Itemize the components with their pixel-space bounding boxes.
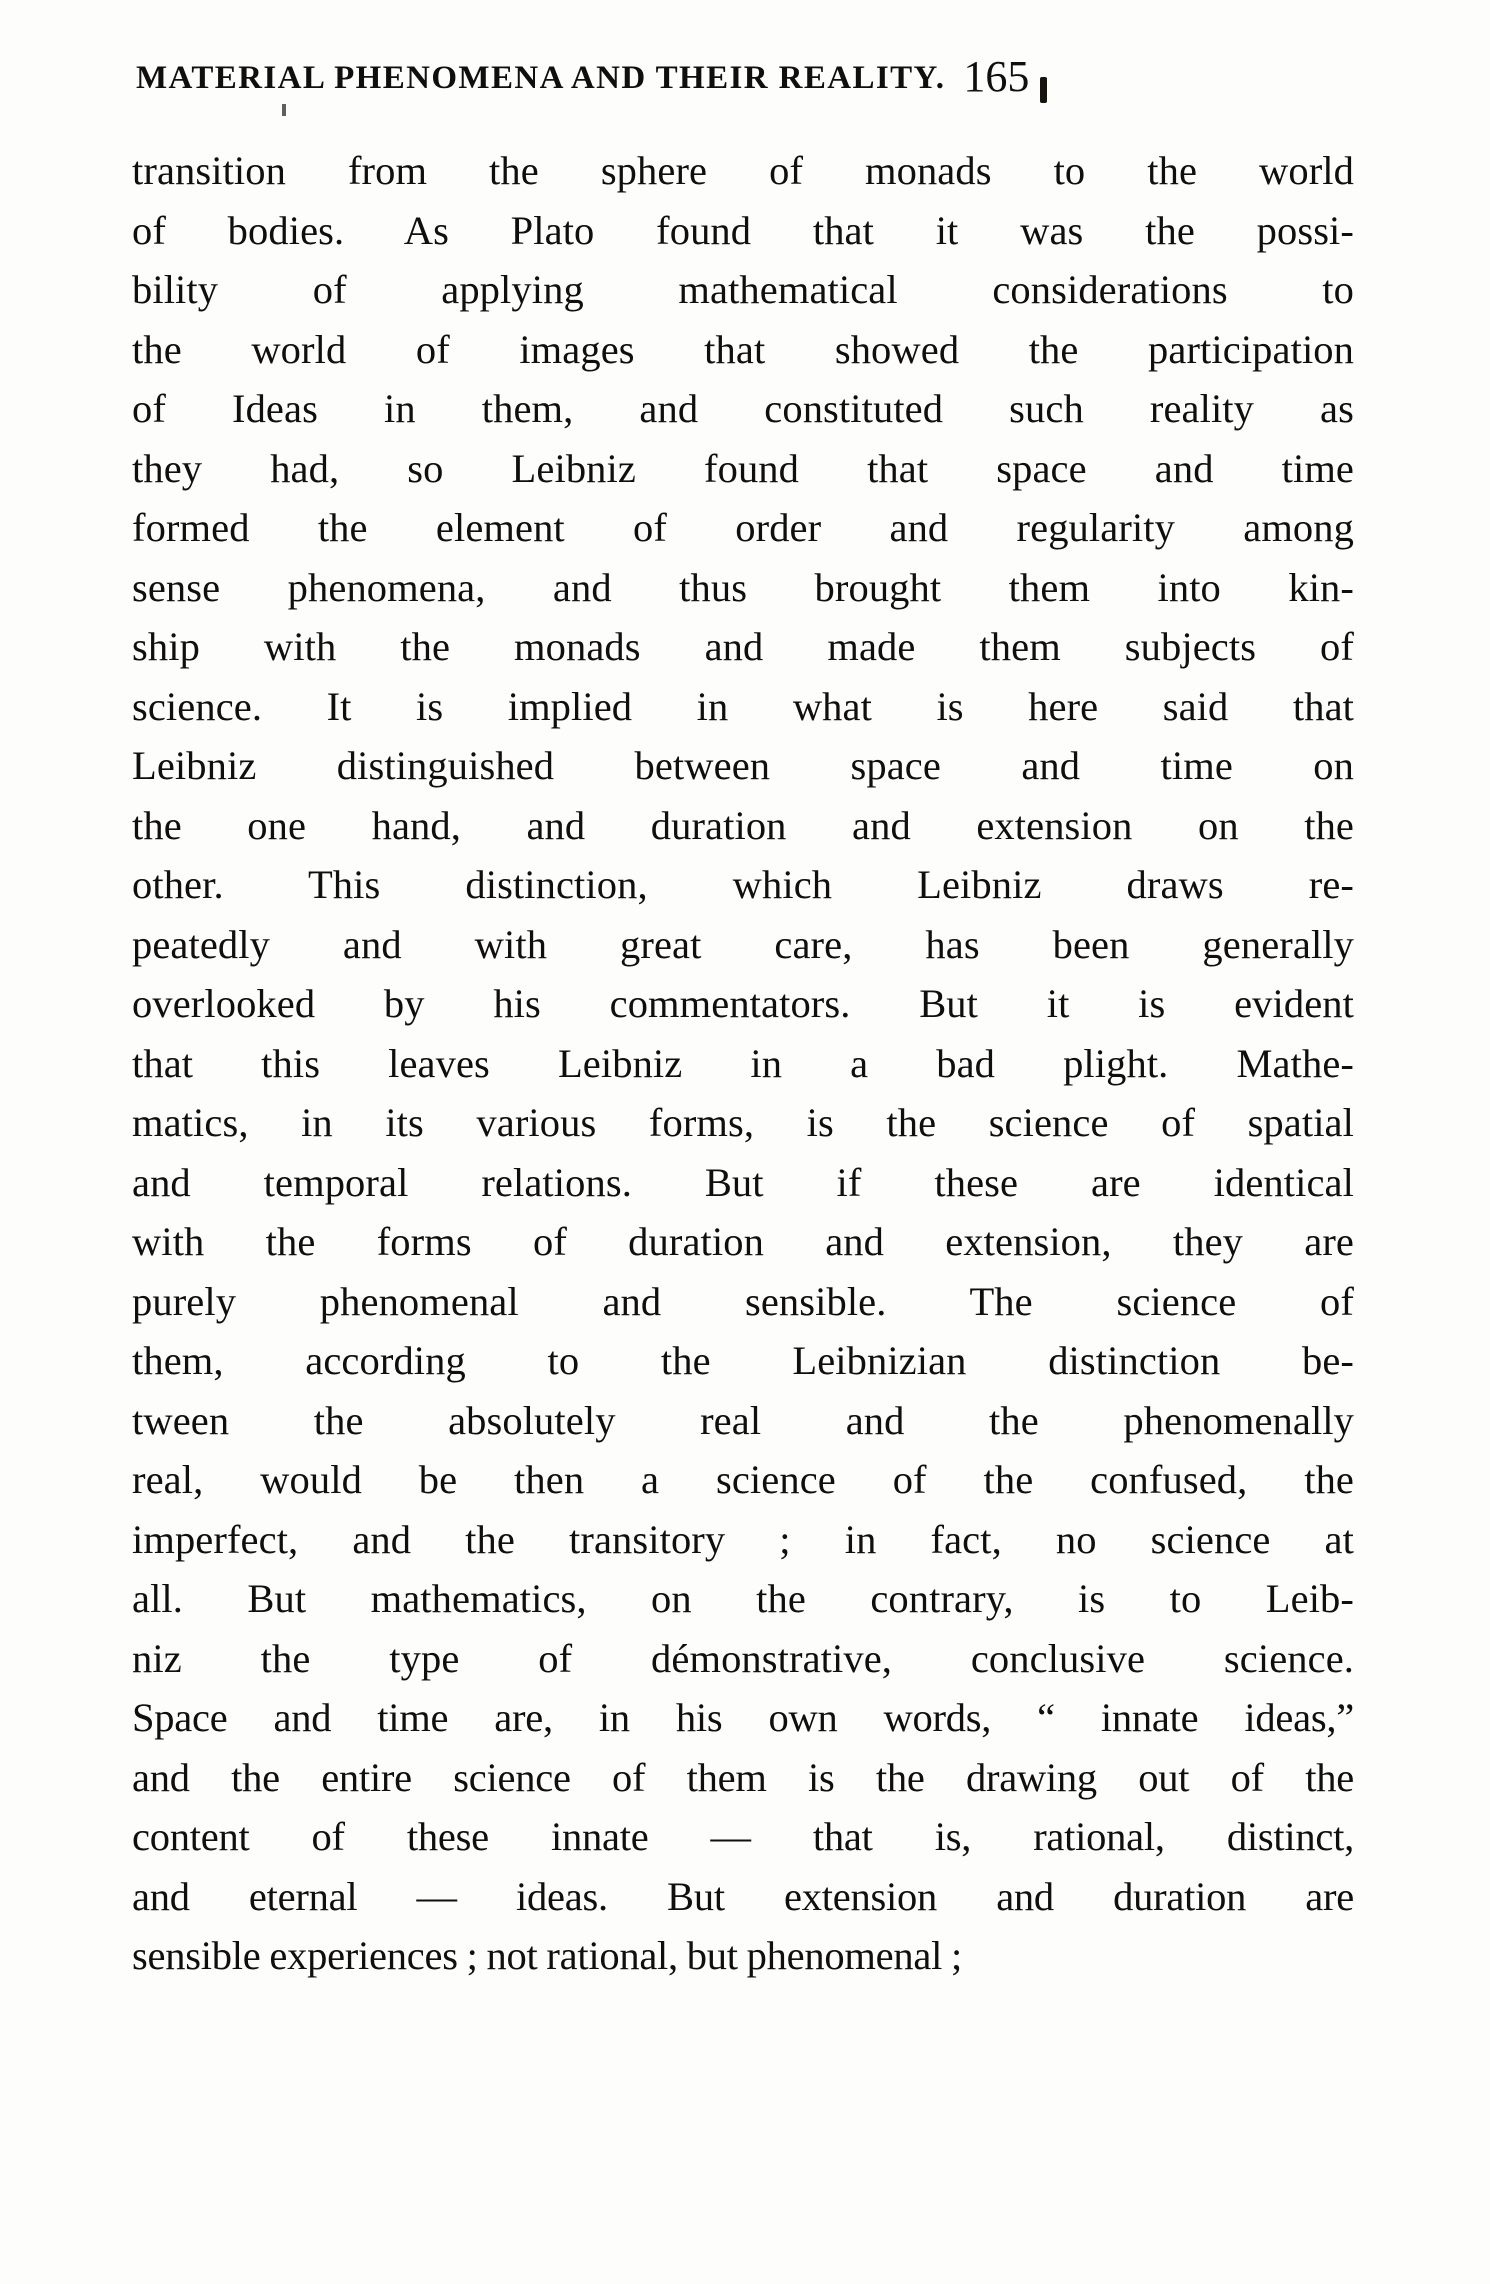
- text-line: them, according to the Leibnizian distinction be-: [132, 1338, 1354, 1383]
- text-line: ship with the monads and made them subjects of: [132, 624, 1354, 669]
- text-line: real, would be then a science of the confused, the: [132, 1457, 1354, 1502]
- text-line: science. It is implied in what is here said that: [132, 683, 1354, 729]
- text-line: of bodies. As Plato found that it was the possi-: [132, 207, 1354, 253]
- text-line: and eternal — ideas. But extension and duration are: [132, 1873, 1354, 1919]
- text-line: the world of images that showed the participation: [132, 326, 1354, 372]
- text-line: and temporal relations. But if these are identical: [132, 1159, 1354, 1205]
- text-line: of Ideas in them, and constituted such reality as: [132, 386, 1354, 431]
- text-line: Leibniz distinguished between space and time on: [132, 743, 1354, 788]
- paragraph: [132, 141, 1354, 1986]
- text-line: niz the type of démonstrative, conclusive science.: [132, 1635, 1354, 1681]
- running-head: MATERIAL PHENOMENA AND THEIR REALITY.: [136, 60, 946, 96]
- text-line: the one hand, and duration and extension on the: [132, 802, 1354, 848]
- body-text: [132, 141, 1354, 1986]
- text-line: formed the element of order and regularity among: [132, 505, 1354, 550]
- text-line: sense phenomena, and thus brought them into kin-: [132, 564, 1354, 610]
- text-line: with the forms of duration and extension, they are: [132, 1219, 1354, 1264]
- text-line: overlooked by his commentators. But it is evident: [132, 981, 1354, 1026]
- text-line: and the entire science of them is the drawing out of the: [132, 1754, 1354, 1800]
- text-line: content of these innate — that is, rational, distinct,: [132, 1814, 1354, 1859]
- ink-speck: [282, 104, 286, 116]
- text-line: that this leaves Leibniz in a bad plight. Mathe-: [132, 1040, 1354, 1086]
- text-line: bility of applying mathematical considerations to: [132, 267, 1354, 312]
- text-line: tween the absolutely real and the phenomenally: [132, 1397, 1354, 1443]
- page-number: 165: [963, 52, 1030, 101]
- text-line: other. This distinction, which Leibniz draws re-: [132, 862, 1354, 907]
- text-line: sensible experiences ; not rational, but phenomenal ;: [132, 1933, 962, 1978]
- text-line: purely phenomenal and sensible. The science of: [132, 1278, 1354, 1324]
- text-line: Space and time are, in his own words, “ innate ideas,”: [132, 1695, 1354, 1740]
- text-line: imperfect, and the transitory ; in fact, no science at: [132, 1516, 1354, 1562]
- text-line: transition from the sphere of monads to the world: [132, 148, 1354, 193]
- text-line: matics, in its various forms, is the science of spatial: [132, 1100, 1354, 1145]
- text-line: peatedly and with great care, has been generally: [132, 921, 1354, 967]
- text-line: all. But mathematics, on the contrary, is to Leib-: [132, 1576, 1354, 1621]
- text-line: they had, so Leibniz found that space and time: [132, 445, 1354, 491]
- page-header: [136, 48, 1354, 99]
- page-content: [132, 48, 1354, 1986]
